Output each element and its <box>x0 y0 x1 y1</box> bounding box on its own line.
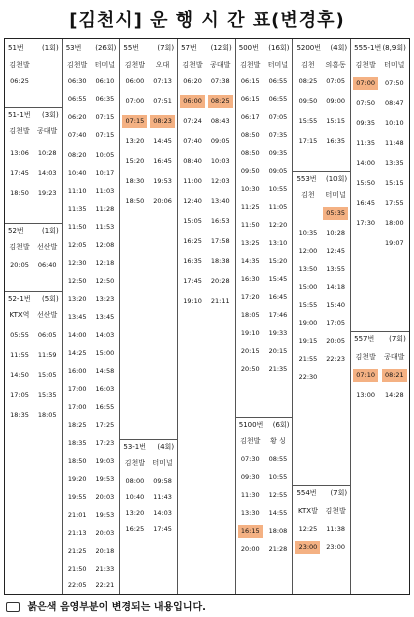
table-row: 20:00 21:28 <box>240 545 288 553</box>
table-row: 08:20 10:05 <box>67 151 115 159</box>
route-header: 555-1번 (8,9회) <box>354 44 406 52</box>
column-4 <box>178 39 236 594</box>
column-1 <box>5 39 63 594</box>
table-row: 13:00 14:28 <box>356 391 404 399</box>
table-row: 15:55 15:15 <box>298 117 345 125</box>
table-row: 06:17 07:05 <box>240 113 288 121</box>
table-row: 06:20 07:38 <box>183 77 230 85</box>
route-header: 52번 (1회) <box>5 223 62 238</box>
route-header: 5200번 (4회) <box>296 44 348 52</box>
table-row: 14:50 15:05 <box>10 371 57 379</box>
table-row: 13:45 13:45 <box>67 313 115 321</box>
table-row: 17:00 16:55 <box>67 403 115 411</box>
table-row: 05:55 06:05 <box>10 331 57 339</box>
table-row: 김천발 황 싱 <box>240 437 286 445</box>
table-row: 07:00 07:50 <box>351 77 409 90</box>
table-row: 12:50 12:50 <box>67 277 115 285</box>
table-row: 22:30 <box>298 373 318 381</box>
table-row: 10:40 10:17 <box>67 169 115 177</box>
table-row: 18:30 19:53 <box>125 177 172 185</box>
table-row: 16:45 17:55 <box>356 199 404 207</box>
route-header: 52-1번 (5회) <box>5 291 62 306</box>
table-row: 12:30 12:18 <box>67 259 115 267</box>
table-row: 18:50 19:23 <box>10 189 57 197</box>
table-row: 15:00 14:18 <box>298 283 345 291</box>
column-6 <box>293 39 351 594</box>
table-row: 21:50 21:33 <box>67 565 115 573</box>
table-row: 10:35 10:28 <box>298 229 345 237</box>
table-row: 19:07 <box>384 239 404 247</box>
table-row: 10:40 11:43 <box>125 493 172 501</box>
table-row: 21:13 20:03 <box>67 529 115 537</box>
table-row: 15:20 16:45 <box>125 157 172 165</box>
table-row: 16:00 14:58 <box>67 367 115 375</box>
table-row: 09:35 10:10 <box>356 119 404 127</box>
table-row: 13:30 14:55 <box>240 509 288 517</box>
table-row: 21:01 19:53 <box>67 511 115 519</box>
table-row: 12:05 12:08 <box>67 241 115 249</box>
table-row: 김천 터미널 <box>301 191 346 199</box>
table-row: 16:30 15:45 <box>240 275 288 283</box>
table-row: 07:30 08:55 <box>240 455 288 463</box>
route-header: 55번 (7회) <box>123 44 175 52</box>
table-row: 15:55 15:40 <box>298 301 345 309</box>
table-row: 11:10 11:03 <box>67 187 115 195</box>
table-row: 13:20 14:45 <box>125 137 172 145</box>
table-row: 김천발 선산발 <box>9 243 58 251</box>
table-row: 19:10 19:33 <box>240 329 288 337</box>
table-row: 16:35 18:38 <box>183 257 230 265</box>
table-row: 09:30 10:55 <box>240 473 288 481</box>
table-row: 18:50 19:03 <box>67 457 115 465</box>
table-row: 12:40 13:40 <box>183 197 230 205</box>
footer-text: 붉은색 음영부분이 변경되는 내용입니다. <box>27 602 206 613</box>
table-row: 11:25 11:05 <box>240 203 288 211</box>
table-row: 15:50 15:15 <box>356 179 404 187</box>
column-5 <box>236 39 294 594</box>
column-7 <box>351 39 409 594</box>
timetable <box>4 38 410 595</box>
table-row: 10:30 10:55 <box>240 185 288 193</box>
table-row: 09:50 09:00 <box>298 97 345 105</box>
table-row: 08:50 07:35 <box>240 131 288 139</box>
table-row: 08:40 10:03 <box>183 157 230 165</box>
footer-note <box>6 598 206 613</box>
table-row: 김천발 공대발 <box>182 61 231 69</box>
table-row: 13:50 13:55 <box>298 265 345 273</box>
table-row: 12:00 12:45 <box>298 247 345 255</box>
table-row: 08:50 09:35 <box>240 149 288 157</box>
route-header: 554번 (7회) <box>293 485 350 500</box>
table-row: 14:00 13:35 <box>356 159 404 167</box>
table-row: 06:15 06:55 <box>240 77 288 85</box>
table-row: 김천발 공대발 <box>355 353 405 361</box>
table-row: 18:50 20:06 <box>125 197 172 205</box>
table-row: 17:45 20:28 <box>183 277 230 285</box>
table-row: 07:40 09:05 <box>183 137 230 145</box>
table-row: 14:35 15:20 <box>240 257 288 265</box>
table-row: 16:15 18:08 <box>236 525 293 538</box>
table-row: 김천발 터미널 <box>240 61 289 69</box>
table-row: 김천 의흥동 <box>301 61 346 69</box>
table-row: 18:05 17:46 <box>240 311 288 319</box>
column-2 <box>63 39 121 594</box>
table-row: 12:25 11:38 <box>298 525 345 533</box>
table-row: 05:35 <box>293 207 350 220</box>
table-row: 11:55 11:59 <box>10 351 57 359</box>
table-row: 20:05 06:40 <box>10 261 57 269</box>
table-row: 김천발 공대발 <box>9 127 58 135</box>
table-row: 김천발 오대 <box>124 61 170 69</box>
table-row: 14:25 15:00 <box>67 349 115 357</box>
table-row: 23:00 23:00 <box>293 541 350 554</box>
table-row: 김천발 <box>9 61 30 69</box>
table-row: 19:00 17:05 <box>298 319 345 327</box>
table-row: 김천발 터미널 <box>124 459 173 467</box>
table-row: 김천발 터미널 <box>355 61 405 69</box>
table-row: 13:20 14:03 <box>125 509 172 517</box>
table-row: 21:25 20:18 <box>67 547 115 555</box>
table-row: 19:10 21:11 <box>183 297 230 305</box>
table-row: 06:30 06:10 <box>67 77 115 85</box>
table-row: 20:50 21:35 <box>240 365 288 373</box>
table-row: 07:15 08:23 <box>120 115 177 128</box>
table-row: 18:35 18:05 <box>10 411 57 419</box>
table-row: 06:55 06:35 <box>67 95 115 103</box>
table-row: 19:55 20:03 <box>67 493 115 501</box>
table-row: KTX발 김천발 <box>297 507 346 515</box>
table-row: 17:05 15:35 <box>10 391 57 399</box>
table-row: 06:15 06:55 <box>240 95 288 103</box>
table-row: 17:00 16:03 <box>67 385 115 393</box>
route-header: 57번 (12회) <box>181 44 232 52</box>
route-header: 51번 (1회) <box>8 44 59 52</box>
table-row: 13:20 13:23 <box>67 295 115 303</box>
table-row: 09:50 09:05 <box>240 167 288 175</box>
table-row: 19:15 20:05 <box>298 337 345 345</box>
table-row: 19:20 19:53 <box>67 475 115 483</box>
table-row: 13:06 10:28 <box>10 149 57 157</box>
table-row: 14:00 14:03 <box>67 331 115 339</box>
table-row: 07:10 08:21 <box>351 369 409 382</box>
table-row: 11:35 11:28 <box>67 205 115 213</box>
table-row: 11:35 11:48 <box>356 139 404 147</box>
table-row: 18:25 17:25 <box>67 421 115 429</box>
route-header: 53-1번 (4회) <box>120 439 177 454</box>
route-header: 51-1번 (3회) <box>5 107 62 122</box>
table-row: 07:00 07:51 <box>125 97 172 105</box>
table-row: 22:05 22:21 <box>67 581 115 589</box>
table-row: 06:25 <box>10 77 29 85</box>
table-row: 08:25 07:05 <box>298 77 345 85</box>
route-header: 553번 (10회) <box>293 171 350 186</box>
column-3 <box>120 39 178 594</box>
table-row: 06:00 07:13 <box>125 77 172 85</box>
table-row: 13:25 13:10 <box>240 239 288 247</box>
route-header: 500번 (16회) <box>238 44 290 52</box>
table-row: 06:00 08:25 <box>178 95 235 108</box>
table-row: 07:50 08:47 <box>356 99 404 107</box>
table-row: 06:20 07:15 <box>67 113 115 121</box>
table-row: 20:15 20:15 <box>240 347 288 355</box>
table-row: 08:00 09:58 <box>125 477 172 485</box>
table-row: 11:00 12:03 <box>183 177 230 185</box>
table-row: 11:30 12:55 <box>240 491 288 499</box>
table-row: 07:40 07:15 <box>67 131 115 139</box>
table-row: 17:20 16:45 <box>240 293 288 301</box>
table-row: 17:15 16:35 <box>298 137 345 145</box>
route-header: 557번 (7회) <box>351 331 409 346</box>
table-row: 17:45 14:03 <box>10 169 57 177</box>
table-row: KTX역 선산발 <box>9 311 58 319</box>
table-row: 18:35 17:23 <box>67 439 115 447</box>
table-row: 21:55 22:23 <box>298 355 345 363</box>
route-header: 53번 (26회) <box>65 44 117 52</box>
table-row: 11:50 11:53 <box>67 223 115 231</box>
page-title: [김천시] 운 행 시 간 표(변경후) <box>69 10 345 31</box>
route-header: 5100번 (6회) <box>236 417 293 432</box>
table-row: 16:25 17:45 <box>125 525 172 533</box>
table-row: 07:24 08:43 <box>183 117 230 125</box>
pointer-icon <box>6 602 20 612</box>
table-row: 15:05 16:53 <box>183 217 230 225</box>
table-row: 김천발 터미널 <box>67 61 116 69</box>
table-row: 16:25 17:58 <box>183 237 230 245</box>
table-row: 11:50 12:20 <box>240 221 288 229</box>
table-row: 17:30 18:00 <box>356 219 404 227</box>
